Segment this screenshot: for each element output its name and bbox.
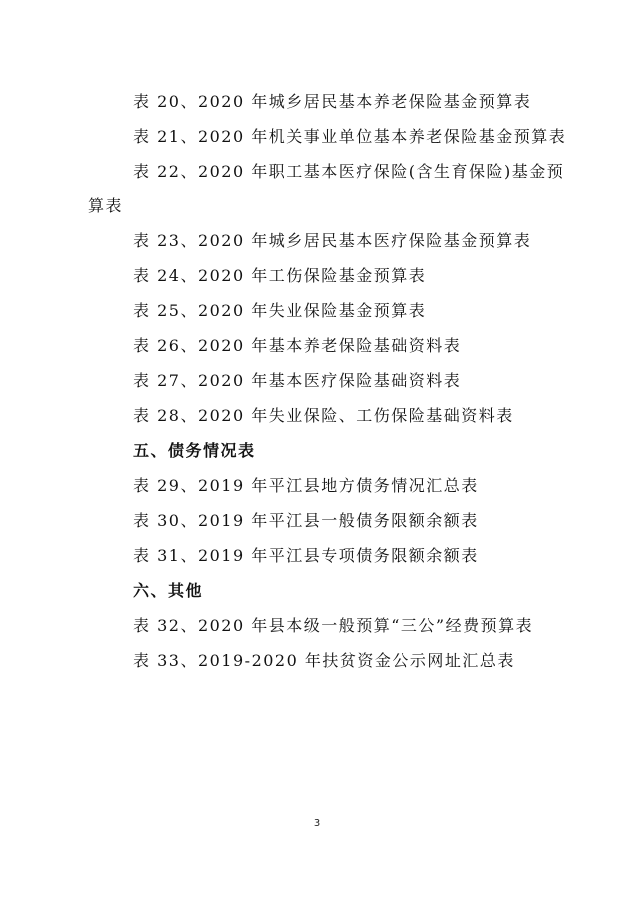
list-item-table-29: 表 29、2019 年平江县地方债务情况汇总表 xyxy=(133,476,479,495)
list-item-table-22-continued: 算表 xyxy=(88,196,124,215)
section-heading-other: 六、其他 xyxy=(133,581,204,600)
list-item-table-28: 表 28、2020 年失业保险、工伤保险基础资料表 xyxy=(133,406,514,425)
list-item-table-21: 表 21、2020 年机关事业单位基本养老保险基金预算表 xyxy=(133,127,567,146)
list-item-table-33: 表 33、2019-2020 年扶贫资金公示网址汇总表 xyxy=(133,651,515,670)
list-item-table-26: 表 26、2020 年基本养老保险基础资料表 xyxy=(133,336,462,355)
list-item-table-22: 表 22、2020 年职工基本医疗保险(含生育保险)基金预 xyxy=(133,162,565,181)
list-item-table-27: 表 27、2020 年基本医疗保险基础资料表 xyxy=(133,371,462,390)
list-item-table-31: 表 31、2019 年平江县专项债务限额余额表 xyxy=(133,546,479,565)
list-item-table-32: 表 32、2020 年县本级一般预算“三公”经费预算表 xyxy=(133,616,534,635)
list-item-table-25: 表 25、2020 年失业保险基金预算表 xyxy=(133,301,427,320)
list-item-table-24: 表 24、2020 年工伤保险基金预算表 xyxy=(133,266,427,285)
page-number: 3 xyxy=(313,818,321,829)
list-item-table-23: 表 23、2020 年城乡居民基本医疗保险基金预算表 xyxy=(133,231,532,250)
list-item-table-20: 表 20、2020 年城乡居民基本养老保险基金预算表 xyxy=(133,92,532,111)
section-heading-debt: 五、债务情况表 xyxy=(133,441,256,460)
list-item-table-30: 表 30、2019 年平江县一般债务限额余额表 xyxy=(133,511,479,530)
